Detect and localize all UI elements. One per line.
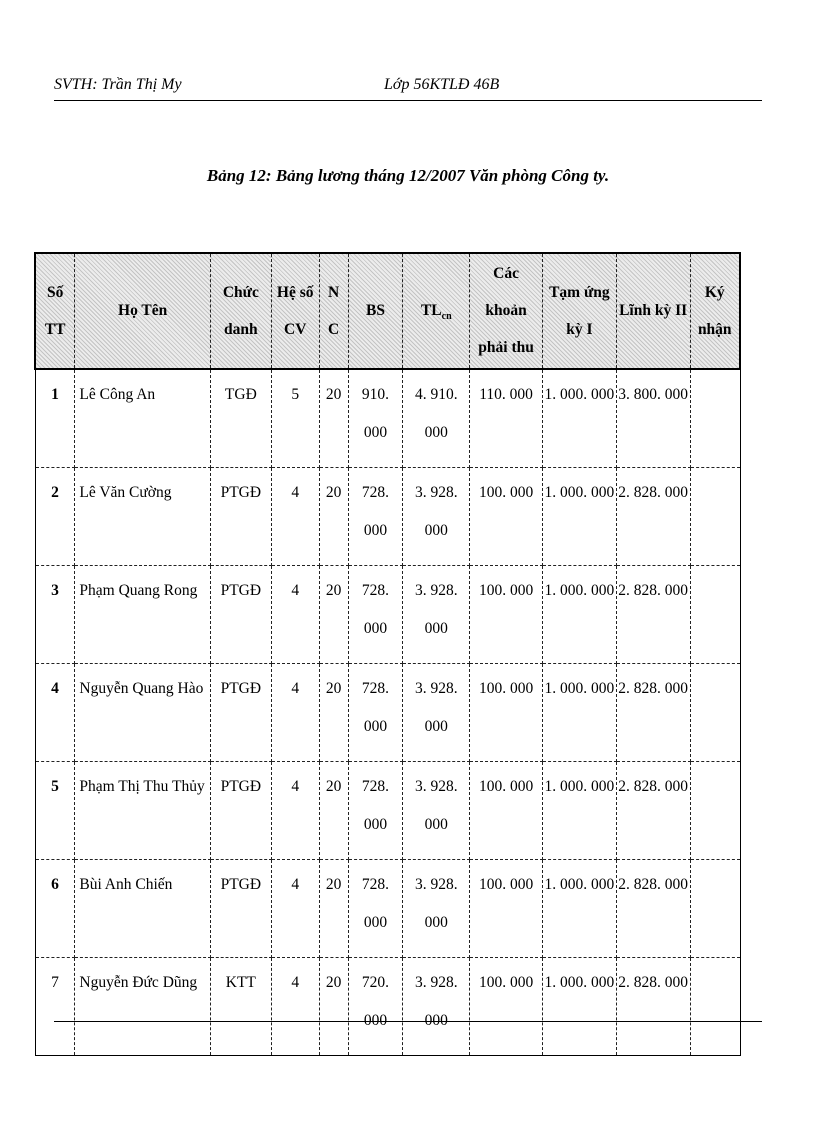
cell-name: Lê Văn Cường xyxy=(75,467,211,565)
cell-period2: 2. 828. 000 xyxy=(616,663,690,761)
cell-advance: 1. 000. 000 xyxy=(543,369,617,468)
cell-deductions: 100. 000 xyxy=(470,859,543,957)
cell-stt: 4 xyxy=(35,663,75,761)
col-header-stt: Số TT xyxy=(35,253,75,369)
cell-stt: 3 xyxy=(35,565,75,663)
cell-coefficient: 4 xyxy=(271,467,319,565)
col-header-period2: Lĩnh kỳ II xyxy=(616,253,690,369)
table-row xyxy=(35,565,740,663)
cell-workdays: 20 xyxy=(319,663,348,761)
cell-title: PTGĐ xyxy=(210,467,271,565)
col-header-advance: Tạm ứng kỳ I xyxy=(543,253,617,369)
cell-coefficient: 4 xyxy=(271,957,319,1055)
col-header-name: Họ Tên xyxy=(75,253,211,369)
cell-coefficient: 4 xyxy=(271,663,319,761)
cell-title: TGĐ xyxy=(210,369,271,468)
cell-deductions: 100. 000 xyxy=(470,663,543,761)
cell-workdays: 20 xyxy=(319,957,348,1055)
cell-deductions: 100. 000 xyxy=(470,467,543,565)
cell-advance: 1. 000. 000 xyxy=(543,761,617,859)
col-header-deductions: Các khoản phải thu xyxy=(470,253,543,369)
cell-signature xyxy=(690,467,740,565)
table-row xyxy=(35,663,740,761)
cell-workdays: 20 xyxy=(319,369,348,468)
cell-coefficient: 5 xyxy=(271,369,319,468)
cell-deductions: 110. 000 xyxy=(470,369,543,468)
cell-workdays: 20 xyxy=(319,859,348,957)
cell-tl: 3. 928. 000 xyxy=(403,957,470,1055)
cell-advance: 1. 000. 000 xyxy=(543,663,617,761)
cell-name: Bùi Anh Chiến xyxy=(75,859,211,957)
cell-name: Nguyễn Đức Dũng xyxy=(75,957,211,1055)
cell-name: Lê Công An xyxy=(75,369,211,468)
cell-period2: 2. 828. 000 xyxy=(616,565,690,663)
cell-tl: 3. 928. 000 xyxy=(403,761,470,859)
cell-stt: 6 xyxy=(35,859,75,957)
table-title: Bảng 12: Bảng lương tháng 12/2007 Văn phòng Công ty. xyxy=(206,166,610,185)
cell-deductions: 100. 000 xyxy=(470,761,543,859)
cell-deductions: 100. 000 xyxy=(470,565,543,663)
cell-title: PTGĐ xyxy=(210,859,271,957)
cell-signature xyxy=(690,957,740,1055)
cell-tl: 4. 910. 000 xyxy=(403,369,470,468)
cell-bs: 728. 000 xyxy=(348,467,403,565)
col-header-bs: BS xyxy=(348,253,403,369)
student-name: SVTH: Trần Thị My xyxy=(54,76,182,93)
salary-table xyxy=(34,252,741,1056)
table-row xyxy=(35,859,740,957)
cell-advance: 1. 000. 000 xyxy=(543,467,617,565)
cell-workdays: 20 xyxy=(319,761,348,859)
page-header xyxy=(54,74,762,101)
cell-stt: 2 xyxy=(35,467,75,565)
cell-signature xyxy=(690,565,740,663)
cell-tl: 3. 928. 000 xyxy=(403,565,470,663)
cell-name: Phạm Thị Thu Thủy xyxy=(75,761,211,859)
cell-period2: 2. 828. 000 xyxy=(616,467,690,565)
cell-advance: 1. 000. 000 xyxy=(543,565,617,663)
cell-advance: 1. 000. 000 xyxy=(543,957,617,1055)
cell-advance: 1. 000. 000 xyxy=(543,859,617,957)
cell-signature xyxy=(690,663,740,761)
cell-deductions: 100. 000 xyxy=(470,957,543,1055)
cell-tl: 3. 928. 000 xyxy=(403,859,470,957)
class-name: Lớp 56KTLĐ 46B xyxy=(384,76,500,93)
cell-title: PTGĐ xyxy=(210,761,271,859)
table-row xyxy=(35,369,740,468)
cell-name: Nguyễn Quang Hào xyxy=(75,663,211,761)
cell-workdays: 20 xyxy=(319,565,348,663)
cell-tl: 3. 928. 000 xyxy=(403,663,470,761)
table-row xyxy=(35,467,740,565)
cell-bs: 910. 000 xyxy=(348,369,403,468)
cell-bs: 728. 000 xyxy=(348,565,403,663)
cell-stt: 7 xyxy=(35,957,75,1055)
cell-signature xyxy=(690,369,740,468)
cell-coefficient: 4 xyxy=(271,565,319,663)
cell-coefficient: 4 xyxy=(271,859,319,957)
cell-coefficient: 4 xyxy=(271,761,319,859)
table-row xyxy=(35,957,740,1055)
cell-title: KTT xyxy=(210,957,271,1055)
col-header-tl: $TL_{cn}$ xyxy=(403,253,470,369)
cell-period2: 2. 828. 000 xyxy=(616,761,690,859)
cell-stt: 1 xyxy=(35,369,75,468)
col-header-workdays: N C xyxy=(319,253,348,369)
cell-period2: 2. 828. 000 xyxy=(616,859,690,957)
cell-tl: 3. 928. 000 xyxy=(403,467,470,565)
cell-period2: 2. 828. 000 xyxy=(616,957,690,1055)
cell-title: PTGĐ xyxy=(210,565,271,663)
col-header-coefficient: Hệ số CV xyxy=(271,253,319,369)
cell-signature xyxy=(690,859,740,957)
cell-period2: 3. 800. 000 xyxy=(616,369,690,468)
cell-bs: 720. 000 xyxy=(348,957,403,1055)
cell-title: PTGĐ xyxy=(210,663,271,761)
header-row xyxy=(35,253,740,369)
table-row xyxy=(35,761,740,859)
cell-bs: 728. 000 xyxy=(348,761,403,859)
col-header-signature: Ký nhận xyxy=(690,253,740,369)
cell-workdays: 20 xyxy=(319,467,348,565)
footer-divider xyxy=(54,1021,762,1022)
col-header-title: Chức danh xyxy=(210,253,271,369)
cell-signature xyxy=(690,761,740,859)
cell-stt: 5 xyxy=(35,761,75,859)
cell-name: Phạm Quang Rong xyxy=(75,565,211,663)
cell-bs: 728. 000 xyxy=(348,663,403,761)
cell-bs: 728. 000 xyxy=(348,859,403,957)
